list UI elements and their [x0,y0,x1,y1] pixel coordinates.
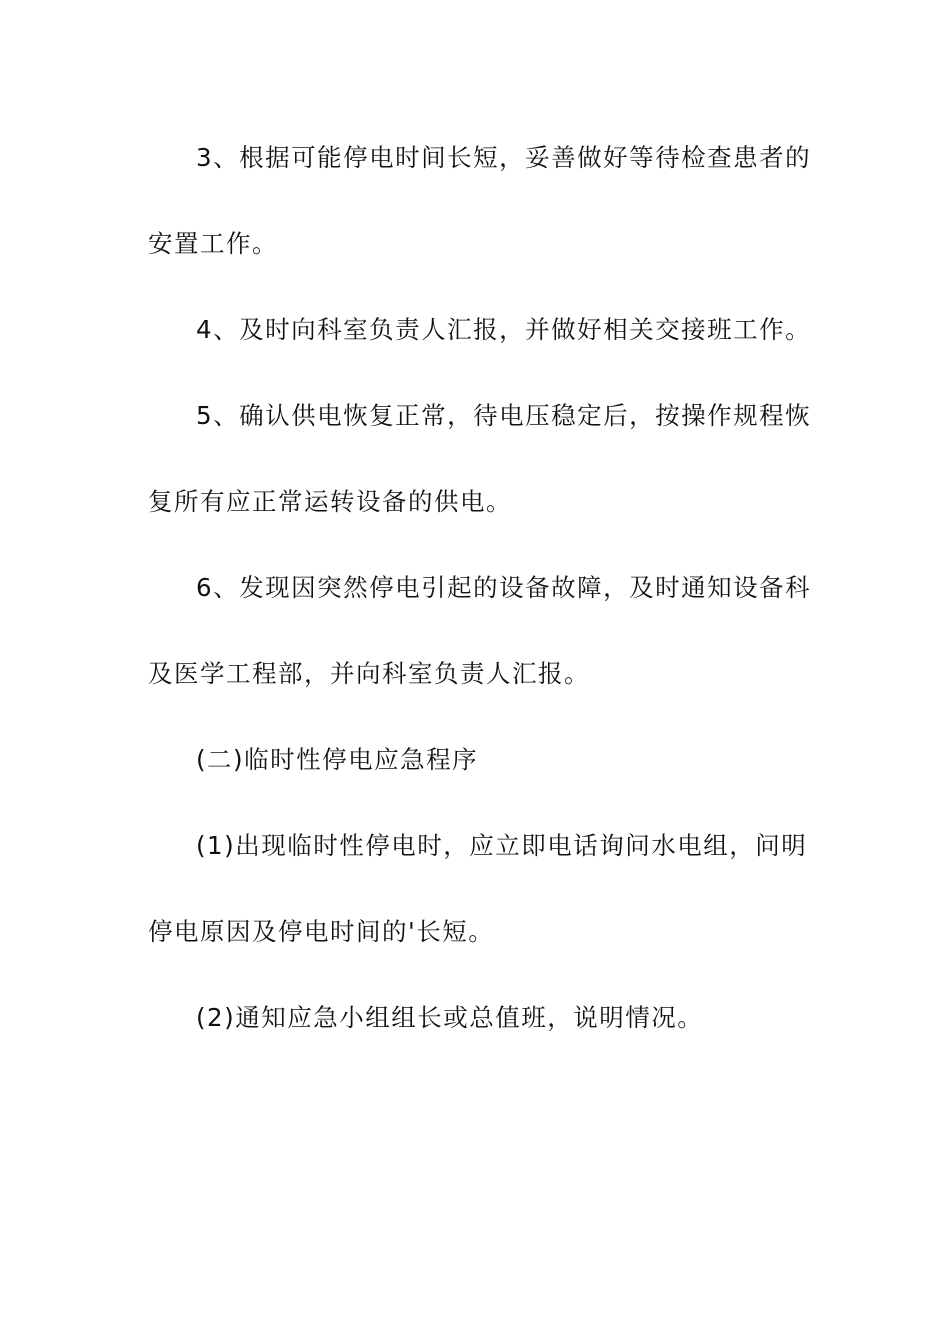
step-1-line-2: 停电原因及停电时间的'长短。 [148,917,495,946]
paragraph-6-line-2: 及医学工程部，并向科室负责人汇报。 [148,659,590,688]
paragraph-5-line-2: 复所有应正常运转设备的供电。 [148,487,512,516]
paragraph-4: 4、及时向科室负责人汇报，并做好相关交接班工作。 [196,315,812,344]
paragraph-6-line-1: 6、发现因突然停电引起的设备故障，及时通知设备科 [196,573,812,602]
paragraph-5-line-1: 5、确认供电恢复正常，待电压稳定后，按操作规程恢 [196,401,812,430]
paragraph-3-line-2: 安置工作。 [148,229,278,258]
step-2: (2)通知应急小组组长或总值班，说明情况。 [196,1003,704,1032]
step-1-line-1: (1)出现临时性停电时，应立即电话询问水电组，问明 [196,831,808,860]
section-heading: (二)临时性停电应急程序 [196,745,479,774]
paragraph-3-line-1: 3、根据可能停电时间长短，妥善做好等待检查患者的 [196,143,812,172]
